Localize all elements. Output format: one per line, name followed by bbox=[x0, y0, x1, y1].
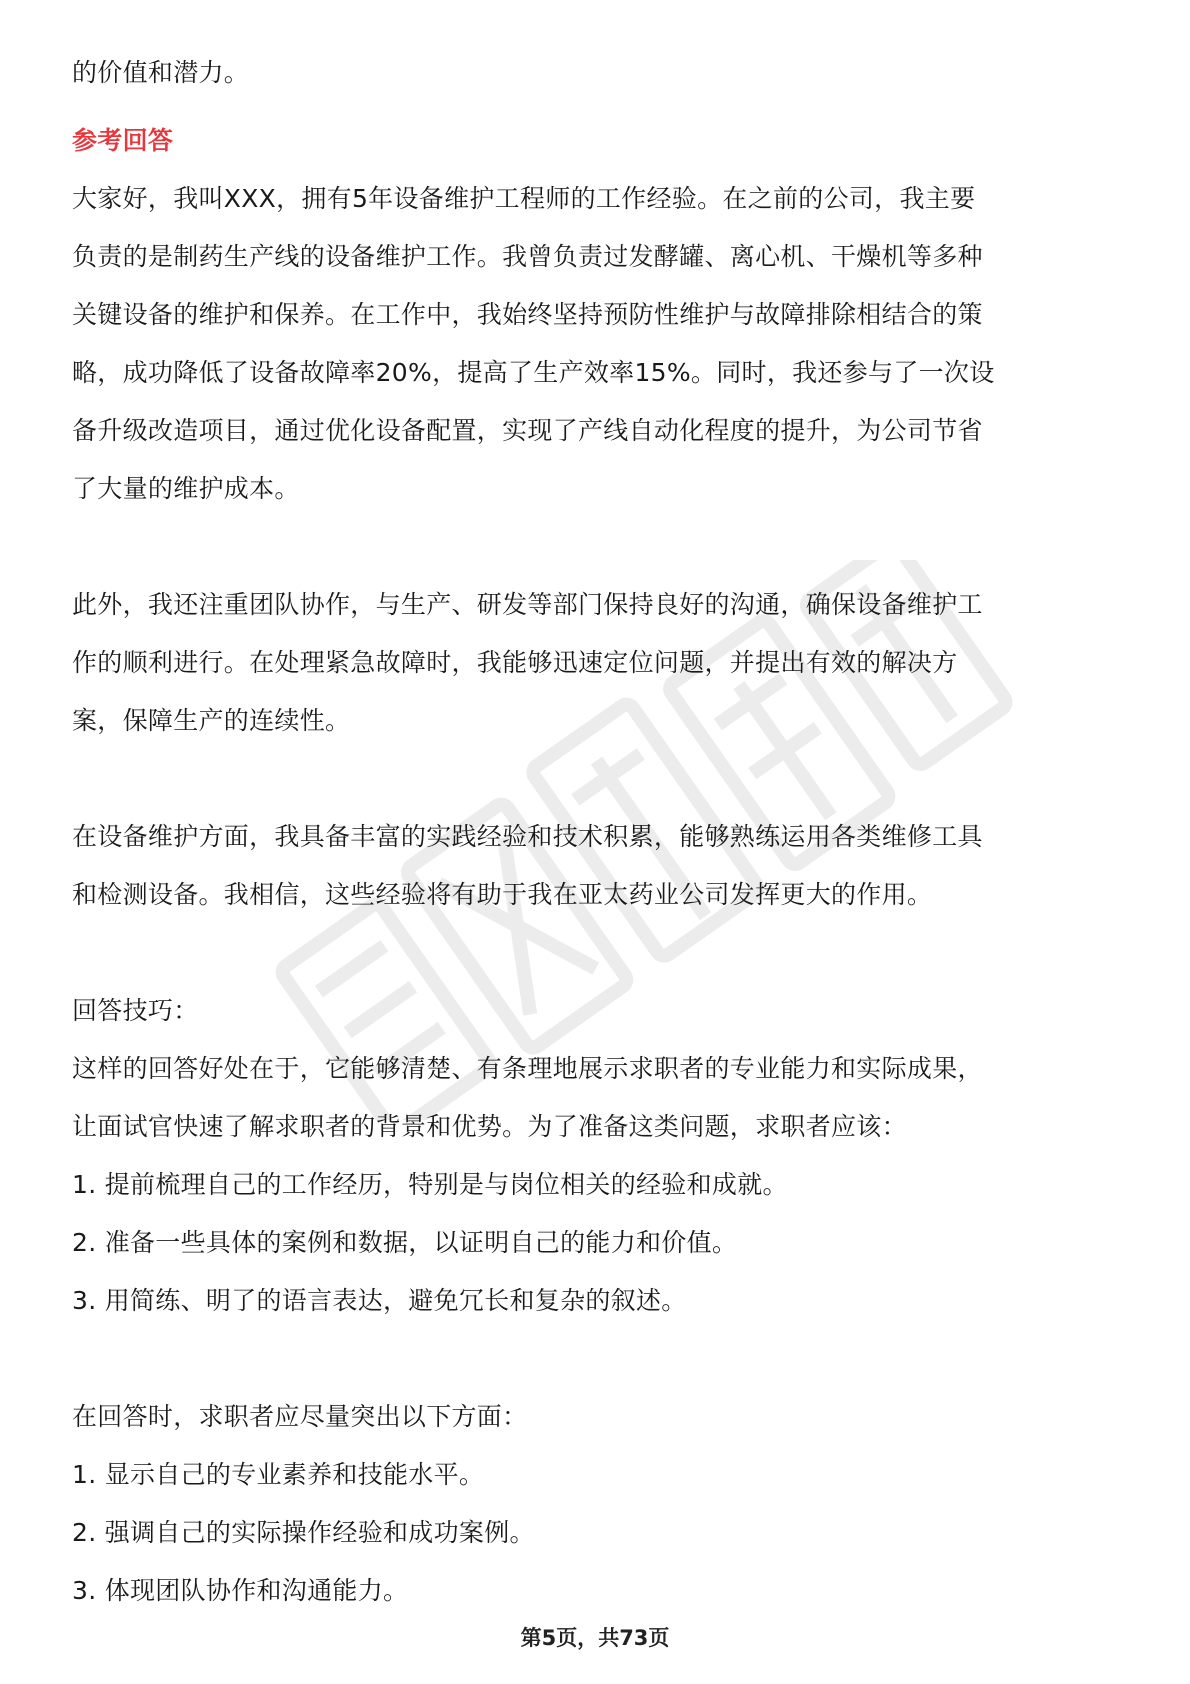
paragraph-line: 关键设备的维护和保养。在工作中，我始终坚持预防性维护与故障排除相结合的策 bbox=[72, 300, 983, 329]
paragraph-line: 让面试官快速了解求职者的背景和优势。为了准备这类问题，求职者应该： bbox=[72, 1112, 907, 1141]
paragraph-line: 备升级改造项目，通过优化设备配置，实现了产线自动化程度的提升，为公司节省 bbox=[72, 416, 983, 445]
paragraph-line: 了大量的维护成本。 bbox=[72, 474, 300, 503]
paragraph-line: 作的顺利进行。在处理紧急故障时，我能够迅速定位问题，并提出有效的解决方 bbox=[72, 648, 958, 677]
document-body bbox=[72, 44, 1122, 1620]
list-item: 3. 用简练、明了的语言表达，避免冗长和复杂的叙述。 bbox=[72, 1286, 687, 1315]
tips-paragraph bbox=[72, 1040, 1122, 1156]
paragraph-line: 略，成功降低了设备故障率20%，提高了生产效率15%。同时，我还参与了一次设 bbox=[72, 358, 995, 387]
page-number-footer: 第5页，共73页 bbox=[520, 1626, 670, 1650]
paragraph-line: 大家好，我叫XXX，拥有5年设备维护工程师的工作经验。在之前的公司，我主要 bbox=[72, 184, 976, 213]
paragraph-line: 负责的是制药生产线的设备维护工作。我曾负责过发酵罐、离心机、干燥机等多种 bbox=[72, 242, 983, 271]
tips-heading: 回答技巧： bbox=[72, 996, 199, 1025]
list-item: 1. 提前梳理自己的工作经历，特别是与岗位相关的经验和成就。 bbox=[72, 1170, 788, 1199]
paragraph-line: 在设备维护方面，我具备丰富的实践经验和技术积累，能够熟练运用各类维修工具 bbox=[72, 822, 983, 851]
paragraph-line: 这样的回答好处在于，它能够清楚、有条理地展示求职者的专业能力和实际成果， bbox=[72, 1054, 983, 1083]
list-item: 2. 准备一些具体的案例和数据，以证明自己的能力和价值。 bbox=[72, 1228, 738, 1257]
highlight-intro: 在回答时，求职者应尽量突出以下方面： bbox=[72, 1402, 528, 1431]
list-item: 2. 强调自己的实际操作经验和成功案例。 bbox=[72, 1518, 535, 1547]
list-item: 1. 显示自己的专业素养和技能水平。 bbox=[72, 1460, 485, 1489]
prep-list bbox=[72, 1156, 1122, 1330]
paragraph-line: 案，保障生产的连续性。 bbox=[72, 706, 351, 735]
paragraph-line: 此外，我还注重团队协作，与生产、研发等部门保持良好的沟通，确保设备维护工 bbox=[72, 590, 983, 619]
answer-paragraph-2 bbox=[72, 576, 1122, 750]
answer-heading: 参考回答 bbox=[72, 126, 174, 155]
answer-paragraph-1 bbox=[72, 170, 1122, 518]
intro-tail-text: 的价值和潜力。 bbox=[72, 58, 250, 87]
paragraph-line: 和检测设备。我相信，这些经验将有助于我在亚太药业公司发挥更大的作用。 bbox=[72, 880, 933, 909]
answer-paragraph-3 bbox=[72, 808, 1122, 924]
highlight-list bbox=[72, 1446, 1122, 1620]
list-item: 3. 体现团队协作和沟通能力。 bbox=[72, 1576, 409, 1605]
